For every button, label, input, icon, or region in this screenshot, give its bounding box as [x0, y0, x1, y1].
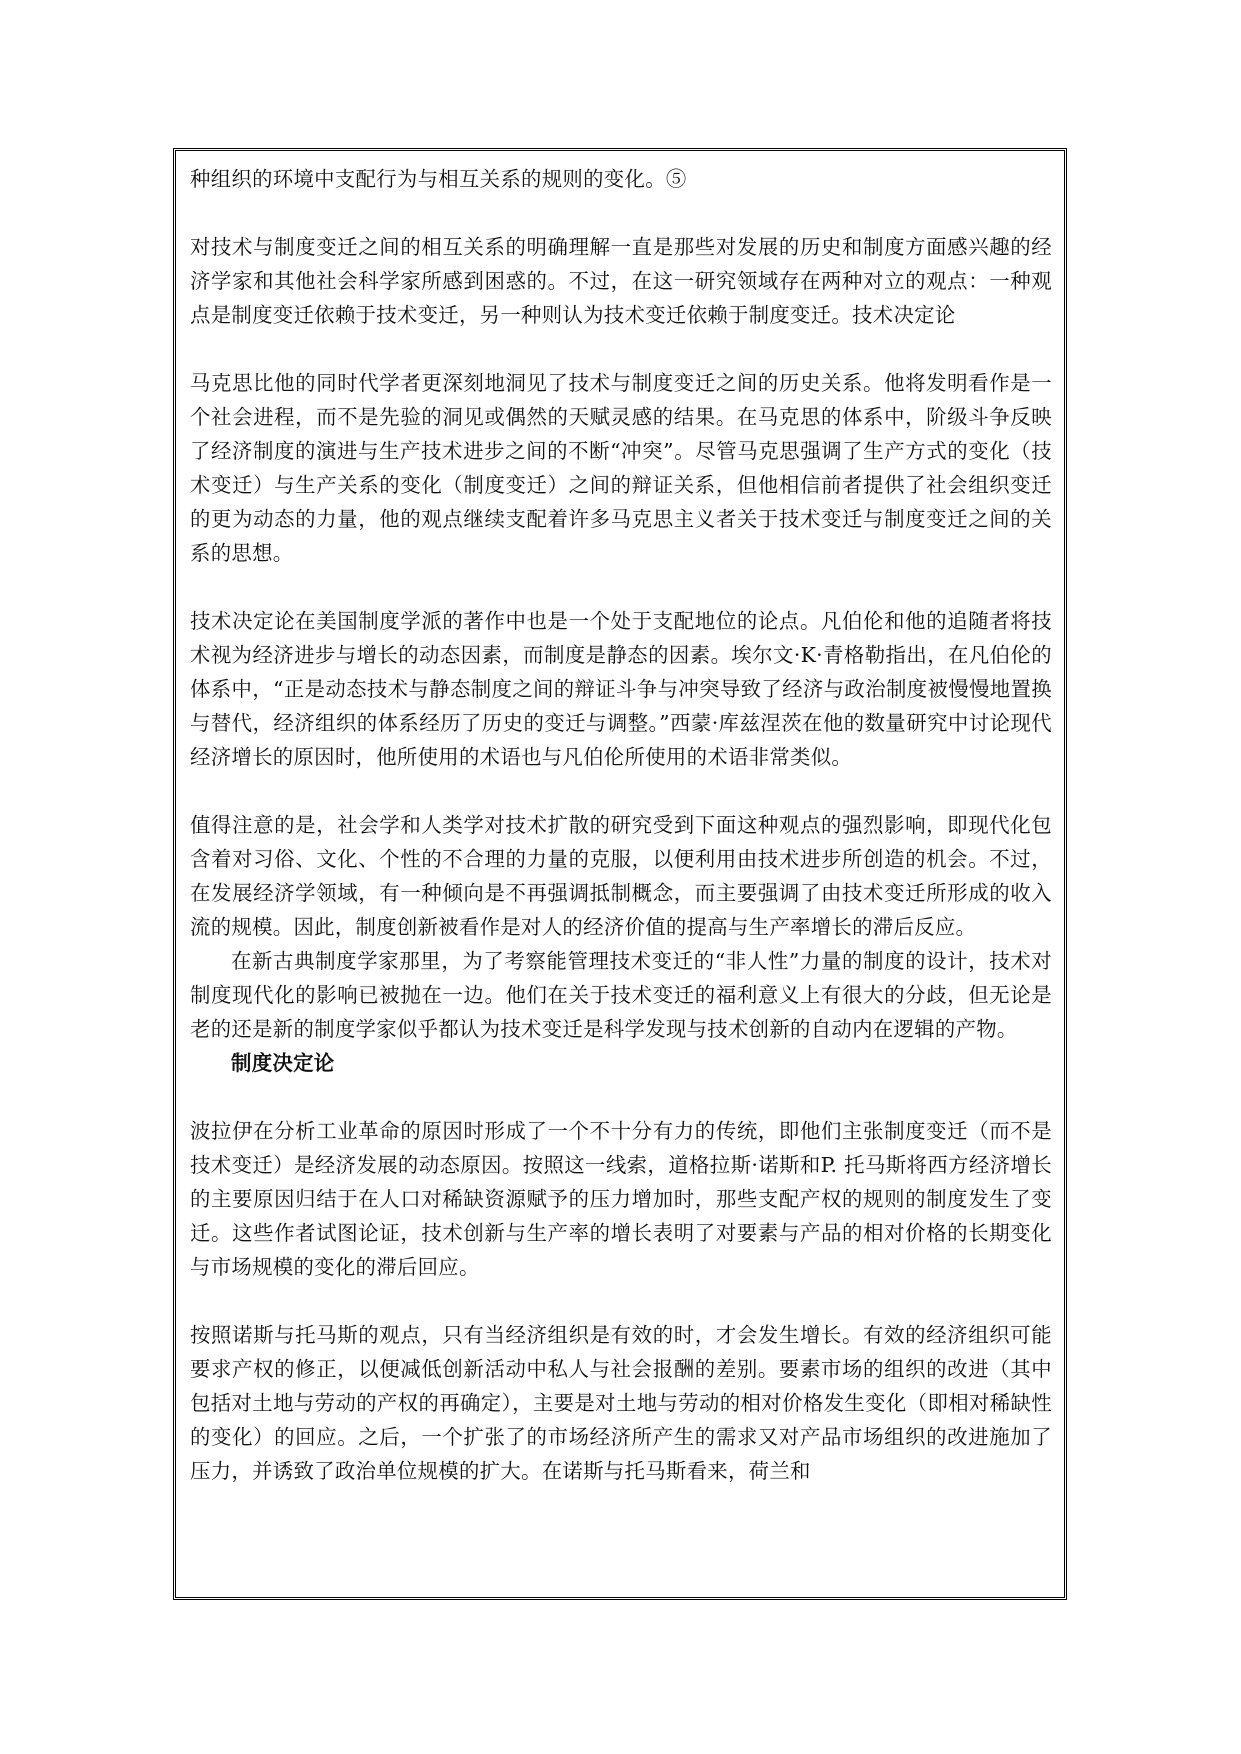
- paragraph-spacer: [190, 332, 1052, 366]
- paragraph-spacer: [190, 570, 1052, 604]
- document-body: [190, 162, 1052, 1488]
- paragraph-6: 在新古典制度学家那里，为了考察能管理技术变迁的“非人性”力量的制度的设计，技术对制度现代化的影响已被抛在一边。他们在关于技术变迁的福利意义上有很大的分歧，但无论是老的还是新的制度学家似乎都认为技术变迁是科学发现与技术创新的自动内在逻辑的产物。: [190, 949, 1052, 1041]
- paragraph-spacer: [190, 196, 1052, 230]
- paragraph-4: 技术决定论在美国制度学派的著作中也是一个处于支配地位的论点。凡伯伦和他的追随者将技术视为经济进步与增长的动态因素，而制度是静态的因素。埃尔文·K·青格勒指出，在凡伯伦的体系中，“正是动态技术与静态制度之间的辩证斗争与冲突导致了经济与政治制度被慢慢地置换与替代，经济组织的体系经历了历史的变迁与调整。”西蒙·库兹涅茨在他的数量研究中讨论现代经济增长的原因时，他所使用的术语也与凡伯伦所使用的术语非常类似。: [190, 609, 1052, 769]
- paragraph-3: 马克思比他的同时代学者更深刻地洞见了技术与制度变迁之间的历史关系。他将发明看作是一个社会进程，而不是先验的洞见或偶然的天赋灵感的结果。在马克思的体系中，阶级斗争反映了经济制度的演进与生产技术进步之间的不断“冲突”。尽管马克思强调了生产方式的变化（技术变迁）与生产关系的变化（制度变迁）之间的辩证关系，但他相信前者提供了社会组织变迁的更为动态的力量，他的观点继续支配着许多马克思主义者关于技术变迁与制度变迁之间的关系的思想。: [190, 371, 1052, 565]
- section-heading: 制度决定论: [231, 1051, 335, 1075]
- paragraph-2: 对技术与制度变迁之间的相互关系的明确理解一直是那些对发展的历史和制度方面感兴趣的经济学家和其他社会科学家所感到困惑的。不过，在这一研究领域存在两种对立的观点：一种观点是制度变迁依赖于技术变迁，另一种则认为技术变迁依赖于制度变迁。技术决定论: [190, 235, 1052, 327]
- paragraph-1: 种组织的环境中支配行为与相互关系的规则的变化。⑤: [190, 167, 687, 191]
- paragraph-spacer: [190, 1284, 1052, 1318]
- paragraph-spacer: [190, 1080, 1052, 1114]
- paragraph-8: 按照诺斯与托马斯的观点，只有当经济组织是有效的时，才会发生增长。有效的经济组织可能要求产权的修正，以便减低创新活动中私人与社会报酬的差别。要素市场的组织的改进（其中包括对土地与劳动的产权的再确定），主要是对土地与劳动的相对价格发生变化（即相对稀缺性的变化）的回应。之后，一个扩张了的市场经济所产生的需求又对产品市场组织的改进施加了压力，并诱致了政治单位规模的扩大。在诺斯与托马斯看来，荷兰和: [190, 1323, 1052, 1483]
- paragraph-spacer: [190, 774, 1052, 808]
- paragraph-7: 波拉伊在分析工业革命的原因时形成了一个不十分有力的传统，即他们主张制度变迁（而不是技术变迁）是经济发展的动态原因。按照这一线索，道格拉斯·诺斯和P. 托马斯将西方经济增长的主要原因归结于在人口对稀缺资源赋予的压力增加时，那些支配产权的规则的制度发生了变迁。这些作者试图论证，技术创新与生产率的增长表明了对要素与产品的相对价格的长期变化与市场规模的变化的滞后回应。: [190, 1119, 1052, 1279]
- paragraph-5: 值得注意的是，社会学和人类学对技术扩散的研究受到下面这种观点的强烈影响，即现代化包含着对习俗、文化、个性的不合理的力量的克服，以便利用由技术进步所创造的机会。不过，在发展经济学领域，有一种倾向是不再强调抵制概念，而主要强调了由技术变迁所形成的收入流的规模。因此，制度创新被看作是对人的经济价值的提高与生产率增长的滞后反应。: [190, 813, 1052, 939]
